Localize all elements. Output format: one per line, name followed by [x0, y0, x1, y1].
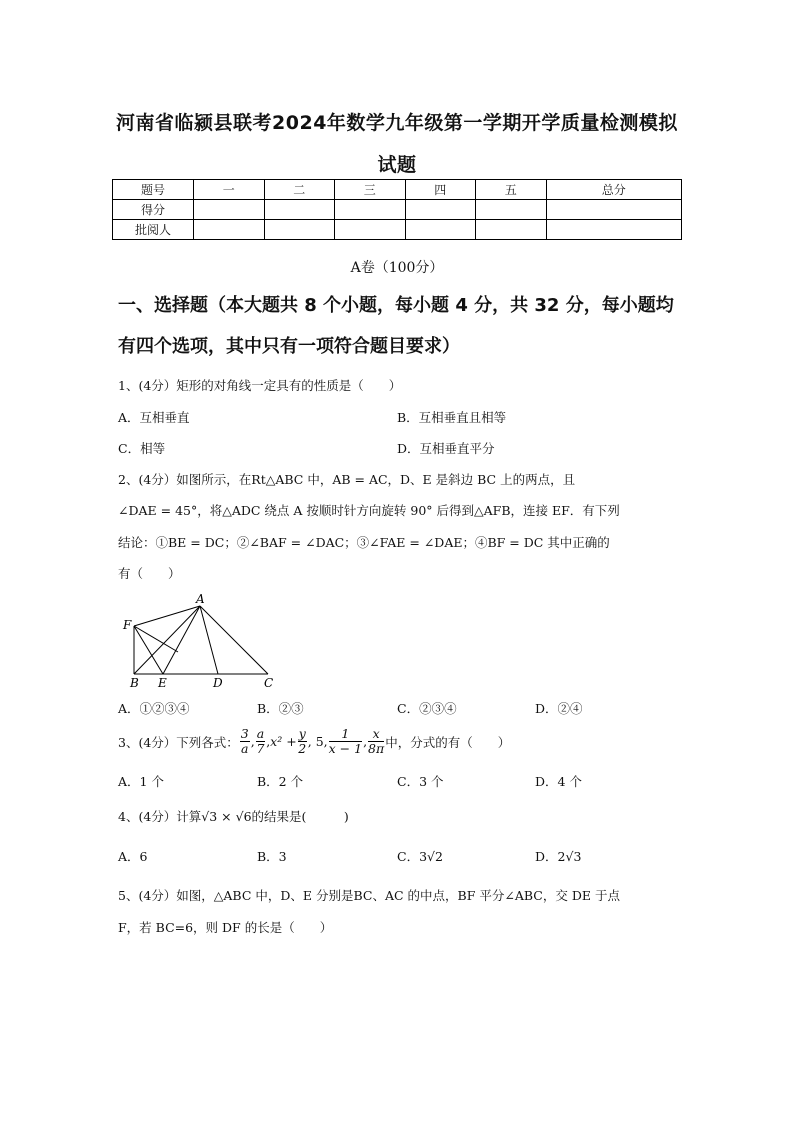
- score-header-cell: 二: [264, 180, 335, 200]
- q2-option-a[interactable]: A．①②③④: [118, 701, 190, 716]
- q1-option-a[interactable]: A．互相垂直: [118, 410, 190, 425]
- q1-option-d[interactable]: D．互相垂直平分: [397, 441, 495, 456]
- reviewer-row: [113, 220, 682, 240]
- q4-option-a[interactable]: A．6: [118, 849, 148, 864]
- score-cell[interactable]: [264, 200, 335, 220]
- q2-line1: 2、(4分）如图所示，在Rt△ABC 中，AB = AC，D、E 是斜边 BC 上的两点，且: [118, 472, 576, 487]
- reviewer-cell[interactable]: [194, 220, 265, 240]
- label-b: B: [130, 676, 139, 690]
- q3-suffix: 中，分式的有（ ）: [385, 734, 511, 750]
- reviewer-cell[interactable]: [335, 220, 406, 240]
- q5-line1: 5、(4分）如图，△ABC 中，D、E 分别是BC、AC 的中点，BF 平分∠ABC，交 DE 于点: [118, 888, 620, 903]
- q1-option-c[interactable]: C．相等: [118, 441, 166, 456]
- q3-fraction-4: $\frac{1}{x - 1}$: [328, 726, 363, 756]
- q2-option-c[interactable]: C．②③④: [397, 701, 457, 716]
- label-f: F: [123, 618, 132, 632]
- label-e: E: [158, 676, 167, 690]
- score-cell[interactable]: [335, 200, 406, 220]
- segment-ac: [200, 606, 268, 674]
- score-header-cell: 一: [194, 180, 265, 200]
- reviewer-row-label: 批阅人: [113, 220, 194, 240]
- q2-triangle-figure: [118, 592, 278, 690]
- q3-option-d[interactable]: D．4 个: [535, 774, 582, 789]
- score-cell[interactable]: [546, 200, 682, 220]
- volume-a-heading: A卷（100分）: [350, 260, 444, 276]
- score-header-cell: 四: [405, 180, 476, 200]
- q3-option-c[interactable]: C．3 个: [397, 774, 444, 789]
- score-table: [112, 179, 682, 240]
- score-table-header-row: [113, 180, 682, 200]
- exam-title-line1: 河南省临颍县联考2024年数学九年级第一学期开学质量检测模拟: [116, 112, 678, 134]
- reviewer-cell[interactable]: [405, 220, 476, 240]
- segment-ad: [200, 606, 218, 674]
- score-row-label: 得分: [113, 200, 194, 220]
- label-d: D: [213, 676, 223, 690]
- section1-heading-line2: 有四个选项，其中只有一项符合题目要求）: [118, 336, 460, 357]
- q3-fraction-3: $\frac{y}{2}$: [298, 726, 307, 756]
- reviewer-cell[interactable]: [546, 220, 682, 240]
- q2-line2: ∠DAE = 45°，将△ADC 绕点 A 按顺时针方向旋转 90° 后得到△AFB，连接 EF．有下列: [118, 503, 620, 518]
- q3-fraction-1: $\frac{3}{a}$: [240, 726, 249, 756]
- q4-option-d[interactable]: D．2√3: [535, 849, 582, 864]
- q2-line3: 结论：①BE = DC；②∠BAF = ∠DAC；③∠FAE = ∠DAE；④BF = DC 其中正确的: [118, 535, 610, 550]
- q3-option-b[interactable]: B．2 个: [257, 774, 304, 789]
- q3-prefix: 3、(4分）下列各式：: [118, 734, 239, 750]
- score-header-cell: 总分: [546, 180, 682, 200]
- q3-option-a[interactable]: A．1 个: [118, 774, 164, 789]
- segment-fe: [134, 626, 163, 674]
- q4-option-c[interactable]: C．3√2: [397, 849, 443, 864]
- q1-option-b[interactable]: B．互相垂直且相等: [397, 410, 507, 425]
- score-row: [113, 200, 682, 220]
- q3-five: , 5,: [307, 734, 328, 749]
- section1-heading-line1: 一、选择题（本大题共 8 个小题，每小题 4 分，共 32 分，每小题均: [118, 295, 674, 316]
- score-header-cell: 题号: [113, 180, 194, 200]
- q2-option-d[interactable]: D．②④: [535, 701, 583, 716]
- reviewer-cell[interactable]: [476, 220, 547, 240]
- q3-x-squared: x² +: [270, 734, 297, 749]
- score-header-cell: 三: [335, 180, 406, 200]
- q3-stem: 3、(4分）下列各式： $\frac{3}{a}$ , $\frac{a}{7}$ , x² + $\frac{y}{2}$ , 5, $\frac{1}{x - 1}$ , $\frac{x}{8\pi}$ 中，分式的有（ ）: [118, 726, 511, 756]
- q3-fraction-5: $\frac{x}{8\pi}$: [368, 726, 385, 756]
- q3-fraction-2: $\frac{a}{7}$: [256, 726, 265, 756]
- segment-ae: [163, 606, 200, 674]
- segment-f-inner: [134, 626, 178, 652]
- exam-title-line2: 试题: [377, 154, 417, 176]
- score-cell[interactable]: [476, 200, 547, 220]
- label-a: A: [196, 592, 205, 606]
- q4-stem: 4、(4分）计算√3 × √6的结果是( ): [118, 809, 349, 824]
- label-c: C: [264, 676, 274, 690]
- score-header-cell: 五: [476, 180, 547, 200]
- q5-line2: F，若 BC=6，则 DF 的长是（ ）: [118, 920, 333, 935]
- q4-option-b[interactable]: B．3: [257, 849, 287, 864]
- q2-option-b[interactable]: B．②③: [257, 701, 304, 716]
- score-cell[interactable]: [405, 200, 476, 220]
- q2-line4: 有（ ）: [118, 566, 181, 581]
- q1-stem: 1、(4分）矩形的对角线一定具有的性质是（ ）: [118, 378, 402, 393]
- score-cell[interactable]: [194, 200, 265, 220]
- reviewer-cell[interactable]: [264, 220, 335, 240]
